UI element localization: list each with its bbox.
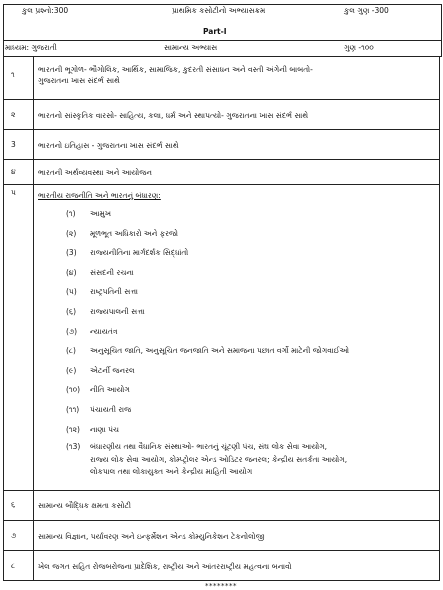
polity-item: (૧3) બંધારણીય તથા વૈધાનિક સંસ્થાઓ- ભારતનું ચૂંટણી પંચ, સંઘ લોક સેવા આયોગ, (66, 442, 328, 452)
row-number: ૪ (4, 160, 34, 185)
syllabus-row (4, 521, 440, 551)
row-text: ભારતનો સાંસ્કૃતિક વારસો- સાહિત્ય, કલા, ધર્મ અને સ્થાપત્યો- ગુજરાતના ખાસ સંદર્ભ સાથે (38, 111, 309, 120)
row-number: ૨ (4, 100, 34, 130)
total-marks: કુલ ગુણ -300 (344, 6, 389, 15)
polity-item: (૭) ન્યાયતંત્ર (66, 326, 118, 336)
polity-row (4, 185, 440, 491)
part-label: Part-I (203, 27, 227, 36)
polity-item: (૧૨) નાણા પંચ (66, 424, 120, 434)
header-row-1 (3, 4, 442, 19)
syllabus-title: પ્રાથમિક કસોટીનો અભ્યાસક્રમ (172, 6, 266, 15)
polity-item: (3) રાજ્યનીતિના માર્ગદર્શક સિદ્ધાંતો (66, 248, 189, 258)
row-text: ભારતની અર્થવ્યવસ્થા અને આયોજન (38, 168, 152, 177)
marks-label: ગુણ -૧૦૦ (344, 43, 374, 52)
syllabus-row (4, 551, 440, 581)
row-number: 3 (4, 130, 34, 160)
polity-item: (૯) એટર્ની જનરલ (66, 365, 135, 375)
total-questions: કુલ પ્રશ્નો:300 (22, 6, 69, 15)
header-row-2 (3, 18, 442, 40)
polity-item: (૪) સંસદની રચના (66, 267, 134, 277)
syllabus-row (4, 491, 440, 521)
polity-item: (૧) આમુખ (66, 209, 111, 218)
row-text: સામાન્ય બૌદ્ધિક ક્ષમતા કસોટી (38, 501, 132, 510)
polity-item-continuation: રાજ્ય લોક સેવા આયોગ, કોમ્પ્ટ્રોલર એન્ડ ઓડિટર જનરલ; કેન્દ્રીય સતર્કતા આયોગ, (90, 455, 348, 465)
row-number: ૭ (4, 521, 34, 551)
polity-item: (૮) અનુસૂચિત જાતિ, અનુસૂચિત જનજાતિ અને સમાજના પછાત વર્ગો માટેની જોગવાઈઓ (66, 346, 350, 356)
syllabus-row (4, 130, 440, 160)
polity-item: (૨) મૂળભૂત અધિકારો અને ફરજો (66, 228, 178, 238)
medium-label: માધ્યમ: ગુજરાતી (5, 43, 57, 52)
subject-label: સામાન્ય અભ્યાસ (164, 43, 218, 52)
row-text: ભારતનો ઇતિહાસ - ગુજરાતના ખાસ સંદર્ભ સાથે (38, 141, 179, 150)
row-number: ૮ (4, 551, 34, 581)
row-text: ગુજરાતના ખાસ સંદર્ભ સાથે (38, 76, 120, 85)
polity-item: (૧૦) નીતિ આયોગ (66, 385, 130, 395)
polity-item: (૧૧) પંચાયતી રાજ (66, 404, 132, 414)
row-text: ખેલ જગત સહિત રોજબરોજના પ્રાદેશિક, રાષ્ટ્રીય અને આંતરરાષ્ટ્રીય મહત્વના બનાવો (38, 562, 292, 571)
polity-item: (૬) રાજ્યપાલની સત્તા (66, 306, 145, 316)
syllabus-row (4, 100, 440, 130)
row-number: ૫ (4, 185, 34, 491)
header-row-3 (3, 40, 442, 57)
polity-item: (૫) રાષ્ટ્રપતિની સત્તા (66, 287, 138, 297)
polity-item-continuation: લોકપાલ તથા લોકાયુક્ત અને કેન્દ્રીય માહિતી આયોગ (90, 467, 253, 477)
syllabus-row (4, 160, 440, 185)
footer-asterisks: ******** (205, 582, 237, 590)
row-text: સામાન્ય વિજ્ઞાન, પર્યાવરણ અને ઇન્ફર્મેશન એન્ડ કોમ્યુનિકેશન ટેકનોલોજી (38, 532, 265, 541)
row-number: ૧ (4, 57, 34, 100)
polity-title: ભારતીય રાજનીતિ અને ભારતનું બંધારણ: (38, 191, 161, 200)
syllabus-table (3, 56, 440, 581)
syllabus-row (4, 57, 440, 100)
row-text: ભારતની ભૂગોળ- ભૌગોલિક, આર્થિક, સામાજિક, કુદરતી સંસાધન અને વસ્તી અંગેની બાબતો- (38, 65, 313, 74)
row-number: ૬ (4, 491, 34, 521)
